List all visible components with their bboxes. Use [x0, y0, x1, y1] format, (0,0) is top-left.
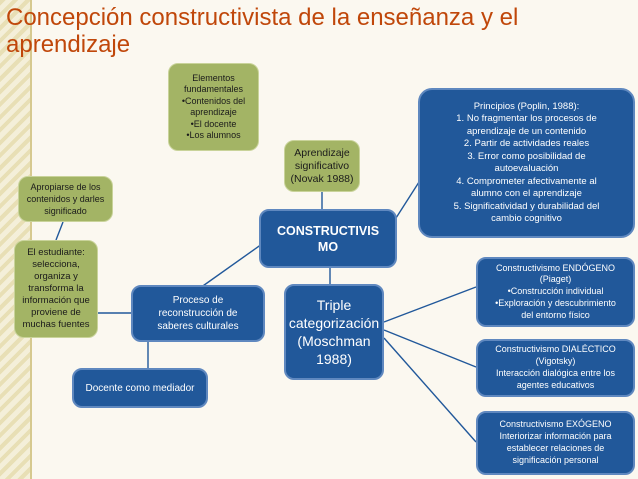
node-proceso-reconstruccion: [131, 285, 265, 342]
node-elementos-fundamentales: [168, 63, 259, 151]
node-aprendizaje-significativo: [284, 140, 360, 192]
node-principios-poplin: [418, 88, 635, 238]
node-estudiante: [14, 240, 98, 338]
node-principios-text: Principios (Poplin, 1988): 1. No fragmentar los procesos de aprendizaje de un contenido 2. Partir de actividades reales 3. Error como posibilidad de autoevaluación 4. Comprometer afectivamente al alumno con el aprendizaje 5. Significatividad y durabilidad del cambio cognitivo: [453, 100, 600, 224]
node-exogeno-text: Constructivismo EXÓGENO Interiorizar información para establecer relaciones de significación personal: [499, 419, 612, 465]
line-constructivismo-proceso: [200, 244, 262, 288]
node-proceso-text: Proceso de reconstrucción de saberes culturales: [157, 295, 239, 332]
page-title: Concepción constructivista de la enseñanza y el aprendizaje: [6, 4, 519, 58]
node-constructivismo-exogeno: [476, 411, 635, 475]
node-docente-mediador: [72, 368, 208, 408]
line-triple-exogeno: [384, 338, 476, 442]
node-estudiante-text: El estudiante: selecciona, organiza y transforma la información que proviene de muchas fuentes: [22, 247, 90, 330]
node-constructivismo-endogeno: [476, 257, 635, 327]
line-triple-dialectico: [384, 330, 476, 367]
node-constructivismo-dialectico: [476, 339, 635, 397]
node-apropiarse: [18, 176, 113, 222]
node-constructivismo: [259, 209, 397, 268]
node-constructivismo-text: CONSTRUCTIVIS MO: [276, 223, 380, 254]
line-triple-endogeno: [384, 287, 476, 322]
node-docente-text: Docente como mediador: [85, 382, 195, 394]
node-aprendizaje-text: Aprendizaje significativo (Novak 1988): [290, 146, 354, 185]
node-triple-text: Triple categorización (Moschman 1988): [288, 297, 380, 367]
node-endogeno-text: Constructivismo ENDÓGENO (Piaget) •Construcción individual •Exploración y descubrimiento del entorno físico: [495, 262, 616, 320]
node-triple-categorizacion: [284, 284, 384, 380]
node-apropiarse-text: Apropiarse de los contenidos y darles significado: [26, 182, 105, 216]
node-elementos-text: Elementos fundamentales •Contenidos del aprendizaje •El docente •Los alumnos: [181, 72, 246, 140]
line-estudiante-apropiarse: [56, 222, 63, 240]
node-dialectico-text: Constructivismo DIALÉCTICO (Vigotsky) Interacción dialógica entre los agentes educativos: [495, 344, 616, 390]
